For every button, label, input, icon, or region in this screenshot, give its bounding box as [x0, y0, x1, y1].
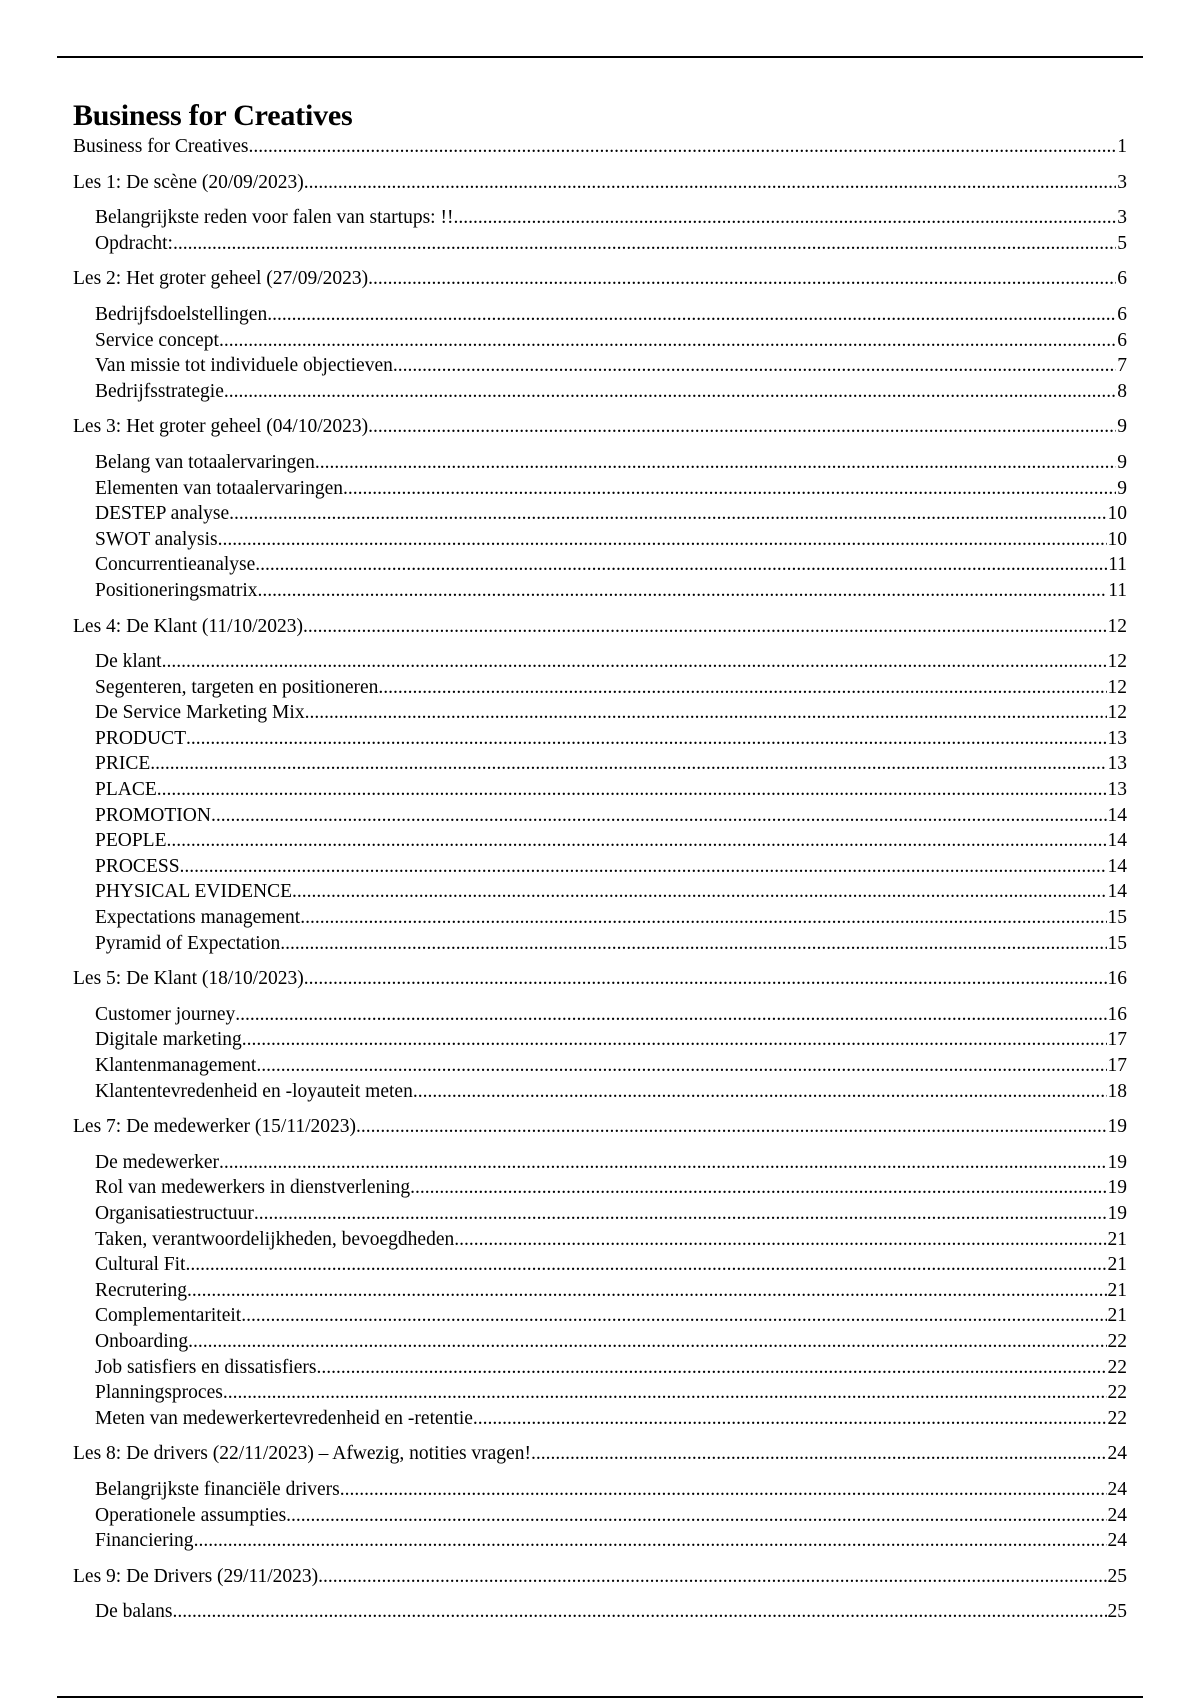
toc-section-entry[interactable]	[73, 205, 1127, 231]
toc-entry-title: Les 8: De drivers (22/11/2023) – Afwezig, notities vragen!	[73, 1443, 531, 1465]
dot-leader	[235, 1002, 1106, 1028]
toc-page-number: 17	[1107, 1029, 1127, 1051]
dot-leader	[185, 1252, 1106, 1278]
toc-entry-title: Onboarding	[95, 1330, 189, 1352]
dot-leader	[241, 1303, 1106, 1329]
dot-leader	[248, 134, 1116, 160]
toc-page-number: 19	[1107, 1202, 1127, 1224]
toc-page-number: 14	[1107, 881, 1127, 903]
toc-entry-title: Elementen van totaalervaringen	[95, 477, 343, 499]
toc-entry-title: Van missie tot individuele objectieven	[95, 355, 393, 377]
dot-leader	[413, 1079, 1107, 1105]
dot-leader	[531, 1441, 1107, 1467]
toc-section-entry[interactable]	[73, 726, 1127, 752]
toc-section-entry[interactable]	[73, 1227, 1127, 1253]
toc-entry-title: Belangrijkste financiële drivers	[95, 1478, 340, 1500]
toc-entry-title: Les 4: De Klant (11/10/2023)	[73, 615, 303, 637]
toc-page-number: 6	[1117, 303, 1127, 325]
dot-leader	[218, 527, 1107, 553]
dot-leader	[304, 170, 1117, 196]
toc-section-entry[interactable]	[73, 675, 1127, 701]
toc-section-entry[interactable]	[73, 1027, 1127, 1053]
dot-leader	[219, 1150, 1107, 1176]
toc-entry-title: Financiering	[95, 1530, 194, 1552]
toc-page-number: 19	[1107, 1116, 1127, 1138]
toc-entry-title: PEOPLE	[95, 830, 167, 852]
toc-page-number: 13	[1107, 727, 1127, 749]
toc-section-entry[interactable]	[73, 1150, 1127, 1176]
toc-page-number: 15	[1107, 907, 1127, 929]
dot-leader	[150, 751, 1106, 777]
dot-leader	[315, 450, 1116, 476]
toc-entry-title: Belang van totaalervaringen	[95, 451, 315, 473]
toc-page-number: 24	[1107, 1530, 1127, 1552]
toc-entry-title: PRICE	[95, 753, 151, 775]
toc-page-number: 14	[1107, 855, 1127, 877]
toc-page-number: 12	[1107, 651, 1127, 673]
dot-leader	[303, 614, 1107, 640]
toc-page-number: 14	[1107, 830, 1127, 852]
toc-page-number: 21	[1107, 1305, 1127, 1327]
footer-rule	[57, 1696, 1143, 1698]
table-of-contents	[73, 134, 1127, 1625]
toc-section-entry[interactable]	[73, 501, 1127, 527]
toc-page-number: 24	[1107, 1478, 1127, 1500]
toc-entry-title: Expectations management	[95, 907, 301, 929]
toc-section-entry[interactable]	[73, 905, 1127, 931]
toc-section-entry[interactable]	[73, 931, 1127, 957]
toc-section-entry[interactable]	[73, 1599, 1127, 1625]
toc-entry-title: Les 9: De Drivers (29/11/2023)	[73, 1565, 319, 1587]
toc-entry-title: Klantentevredenheid en -loyauteit meten	[95, 1080, 413, 1102]
toc-page-number: 22	[1107, 1382, 1127, 1404]
toc-entry-title: Bedrijfsdoelstellingen	[95, 303, 268, 325]
dot-leader	[242, 1027, 1107, 1053]
toc-entry-title: PROMOTION	[95, 804, 211, 826]
dot-leader	[473, 1406, 1107, 1432]
toc-page-number: 25	[1107, 1601, 1127, 1623]
toc-section-entry[interactable]	[73, 1406, 1127, 1432]
toc-page-number: 12	[1107, 615, 1127, 637]
dot-leader	[318, 1564, 1106, 1590]
toc-entry-title: Job satisfiers en dissatisfiers	[95, 1356, 317, 1378]
toc-page-number: 6	[1117, 268, 1127, 290]
toc-section-entry[interactable]	[73, 1329, 1127, 1355]
toc-section-entry[interactable]	[73, 1477, 1127, 1503]
toc-entry-title: Les 2: Het groter geheel (27/09/2023)	[73, 268, 369, 290]
toc-section-entry[interactable]	[73, 1528, 1127, 1554]
dot-leader	[256, 1053, 1106, 1079]
toc-section-entry[interactable]	[73, 450, 1127, 476]
dot-leader	[255, 552, 1107, 578]
dot-leader	[304, 966, 1107, 992]
dot-leader	[340, 1477, 1107, 1503]
dot-leader	[258, 578, 1108, 604]
toc-page-number: 21	[1107, 1279, 1127, 1301]
dot-leader	[305, 700, 1107, 726]
toc-chapter-entry[interactable]	[73, 134, 1127, 160]
toc-entry-title: Operationele assumpties	[95, 1504, 287, 1526]
toc-entry-title: Rol van medewerkers in dienstverlening	[95, 1177, 411, 1199]
toc-entry-title: Pyramid of Expectation	[95, 932, 281, 954]
toc-page-number: 6	[1117, 329, 1127, 351]
toc-page-number: 1	[1117, 136, 1127, 157]
toc-section-entry[interactable]	[73, 328, 1127, 354]
toc-entry-title: Segenteren, targeten en positioneren	[95, 676, 379, 698]
dot-leader	[187, 1278, 1106, 1304]
toc-page-number: 7	[1117, 355, 1127, 377]
toc-section-entry[interactable]	[73, 231, 1127, 257]
toc-page-number: 21	[1107, 1228, 1127, 1250]
dot-leader	[267, 302, 1116, 328]
document-title: Business for Creatives	[73, 99, 353, 132]
toc-entry-title: De balans	[95, 1601, 173, 1623]
toc-page-number: 24	[1107, 1443, 1127, 1465]
toc-entry-title: De Service Marketing Mix	[95, 702, 305, 724]
toc-entry-title: Les 7: De medewerker (15/11/2023)	[73, 1116, 357, 1138]
document-page	[73, 98, 1127, 1625]
toc-entry-title: PRODUCT	[95, 727, 187, 749]
dot-leader	[194, 1528, 1107, 1554]
dot-leader	[378, 675, 1106, 701]
toc-entry-title: Taken, verantwoordelijkheden, bevoegdheden	[95, 1228, 455, 1250]
toc-page-number: 12	[1107, 702, 1127, 724]
toc-section-entry[interactable]	[73, 578, 1127, 604]
toc-page-number: 19	[1107, 1151, 1127, 1173]
toc-entry-title: Les 3: Het groter geheel (04/10/2023)	[73, 416, 369, 438]
toc-section-entry[interactable]	[73, 527, 1127, 553]
toc-entry-title: Cultural Fit	[95, 1254, 186, 1276]
toc-page-number: 5	[1117, 232, 1127, 254]
toc-page-number: 16	[1107, 968, 1127, 990]
toc-entry-title: Positioneringsmatrix	[95, 579, 258, 601]
toc-page-number: 22	[1107, 1407, 1127, 1429]
toc-entry-title: Customer journey	[95, 1003, 236, 1025]
toc-page-number: 25	[1107, 1565, 1127, 1587]
dot-leader	[280, 931, 1106, 957]
dot-leader	[317, 1355, 1107, 1381]
toc-section-entry[interactable]	[73, 379, 1127, 405]
toc-chapter-entry[interactable]	[73, 414, 1127, 440]
dot-leader	[292, 879, 1107, 905]
dot-leader	[162, 649, 1107, 675]
toc-page-number: 11	[1108, 579, 1127, 601]
toc-page-number: 9	[1117, 451, 1127, 473]
toc-entry-title: Klantenmanagement	[95, 1055, 257, 1076]
toc-section-entry[interactable]	[73, 1303, 1127, 1329]
toc-page-number: 19	[1107, 1177, 1127, 1199]
dot-leader	[188, 1329, 1106, 1355]
toc-section-entry[interactable]	[73, 302, 1127, 328]
dot-leader	[229, 501, 1106, 527]
dot-leader	[157, 777, 1107, 803]
toc-section-entry[interactable]	[73, 1355, 1127, 1381]
toc-chapter-entry[interactable]	[73, 266, 1127, 292]
toc-section-entry[interactable]	[73, 700, 1127, 726]
toc-section-entry[interactable]	[73, 552, 1127, 578]
dot-leader	[356, 1114, 1106, 1140]
toc-entry-title: Les 1: De scène (20/09/2023)	[73, 171, 304, 193]
toc-section-entry[interactable]	[73, 854, 1127, 880]
toc-entry-title: Planningsproces	[95, 1382, 223, 1404]
toc-section-entry[interactable]	[73, 1002, 1127, 1028]
toc-section-entry[interactable]	[73, 1380, 1127, 1406]
toc-page-number: 17	[1107, 1055, 1127, 1076]
toc-entry-title: Recrutering	[95, 1279, 188, 1301]
toc-entry-title: Digitale marketing	[95, 1029, 242, 1051]
toc-chapter-entry[interactable]	[73, 1441, 1127, 1467]
dot-leader	[186, 726, 1106, 752]
toc-chapter-entry[interactable]	[73, 170, 1127, 196]
toc-page-number: 15	[1107, 932, 1127, 954]
toc-section-entry[interactable]	[73, 649, 1127, 675]
toc-page-number: 12	[1107, 676, 1127, 698]
toc-entry-title: Organisatiestructuur	[95, 1202, 254, 1224]
toc-entry-title: De medewerker	[95, 1151, 219, 1173]
toc-page-number: 14	[1107, 804, 1127, 826]
toc-section-entry[interactable]	[73, 777, 1127, 803]
toc-section-entry[interactable]	[73, 1053, 1127, 1079]
dot-leader	[368, 266, 1116, 292]
dot-leader	[343, 476, 1116, 502]
dot-leader	[410, 1175, 1106, 1201]
dot-leader	[172, 1599, 1106, 1625]
toc-page-number: 13	[1107, 753, 1127, 775]
toc-entry-title: Bedrijfsstrategie	[95, 380, 224, 402]
toc-page-number: 18	[1107, 1080, 1127, 1102]
toc-page-number: 3	[1117, 171, 1127, 193]
toc-section-entry[interactable]	[73, 353, 1127, 379]
toc-section-entry[interactable]	[73, 1278, 1127, 1304]
toc-section-entry[interactable]	[73, 879, 1127, 905]
toc-page-number: 21	[1107, 1254, 1127, 1276]
dot-leader	[180, 854, 1107, 880]
toc-page-number: 13	[1107, 779, 1127, 801]
toc-page-number: 3	[1117, 207, 1127, 229]
toc-page-number: 11	[1108, 554, 1127, 576]
toc-page-number: 16	[1107, 1003, 1127, 1025]
toc-entry-title: Service concept	[95, 329, 219, 351]
dot-leader	[286, 1503, 1106, 1529]
toc-entry-title: Complementariteit	[95, 1305, 242, 1327]
toc-page-number: 10	[1107, 528, 1127, 550]
toc-section-entry[interactable]	[73, 803, 1127, 829]
toc-entry-title: Concurrentieanalyse	[95, 554, 256, 576]
dot-leader	[254, 1201, 1107, 1227]
toc-page-number: 9	[1117, 477, 1127, 499]
dot-leader	[368, 414, 1116, 440]
dot-leader	[224, 379, 1116, 405]
toc-entry-title: DESTEP analyse	[95, 503, 230, 525]
toc-section-entry[interactable]	[73, 1201, 1127, 1227]
dot-leader	[453, 205, 1116, 231]
dot-leader	[167, 828, 1107, 854]
dot-leader	[219, 328, 1116, 354]
dot-leader	[223, 1380, 1107, 1406]
toc-section-entry[interactable]	[73, 828, 1127, 854]
toc-entry-title: Belangrijkste reden voor falen van startups: !!	[95, 207, 454, 229]
toc-section-entry[interactable]	[73, 476, 1127, 502]
toc-section-entry[interactable]	[73, 1252, 1127, 1278]
toc-page-number: 22	[1107, 1330, 1127, 1352]
toc-chapter-entry[interactable]	[73, 966, 1127, 992]
toc-entry-title: Opdracht:	[95, 232, 173, 254]
toc-chapter-entry[interactable]	[73, 614, 1127, 640]
header-rule	[57, 56, 1143, 58]
dot-leader	[454, 1227, 1106, 1253]
toc-page-number: 24	[1107, 1504, 1127, 1526]
dot-leader	[393, 353, 1116, 379]
dot-leader	[300, 905, 1106, 931]
toc-entry-title: PHYSICAL EVIDENCE	[95, 881, 292, 903]
toc-page-number: 8	[1117, 380, 1127, 402]
toc-section-entry[interactable]	[73, 751, 1127, 777]
toc-page-number: 22	[1107, 1356, 1127, 1378]
toc-chapter-entry[interactable]	[73, 1114, 1127, 1140]
toc-entry-title: PLACE	[95, 779, 157, 801]
toc-entry-title: PROCESS	[95, 855, 180, 877]
toc-page-number: 10	[1107, 503, 1127, 525]
toc-entry-title: Business for Creatives	[73, 136, 249, 157]
toc-section-entry[interactable]	[73, 1175, 1127, 1201]
toc-entry-title: SWOT analysis	[95, 528, 218, 550]
toc-entry-title: Meten van medewerkertevredenheid en -retentie	[95, 1407, 473, 1429]
toc-page-number: 9	[1117, 416, 1127, 438]
toc-section-entry[interactable]	[73, 1503, 1127, 1529]
dot-leader	[173, 231, 1116, 257]
toc-entry-title: De klant	[95, 651, 162, 673]
toc-entry-title: Les 5: De Klant (18/10/2023)	[73, 968, 304, 990]
dot-leader	[211, 803, 1107, 829]
toc-chapter-entry[interactable]	[73, 1564, 1127, 1590]
toc-section-entry[interactable]	[73, 1079, 1127, 1105]
